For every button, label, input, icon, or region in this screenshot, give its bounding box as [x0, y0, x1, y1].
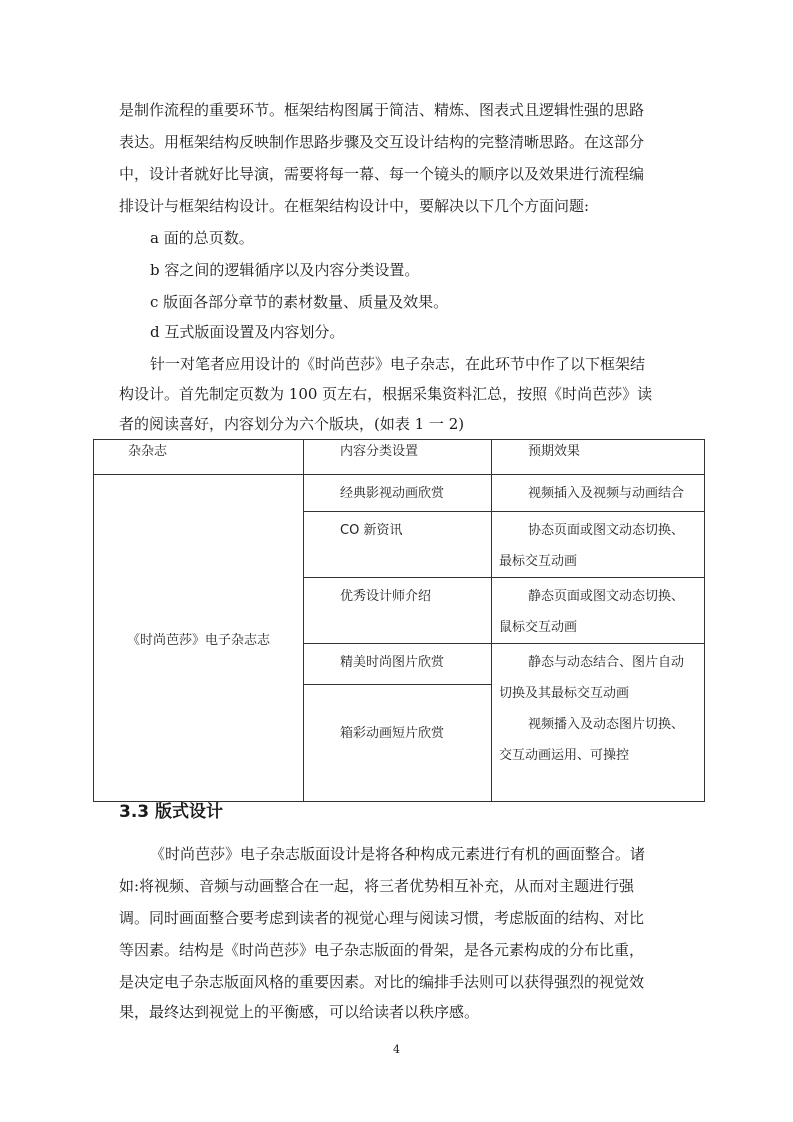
effect-line: 最标交互动画 — [499, 554, 578, 569]
list-item-a: a 面的总页数。 — [150, 229, 254, 247]
magazine-name-cell — [94, 475, 304, 802]
header-magazine: 杂杂志 — [94, 440, 304, 475]
effect-cell — [492, 644, 705, 802]
intro-line-1: 是制作流程的重要环节。框架结构图属于简洁、精炼、图表式且逻辑性强的思路 — [119, 101, 645, 119]
category-cell: 经典影视动画欣赏 — [304, 475, 492, 512]
list-item-c: c 版面各部分章节的素材数量、质量及效果。 — [150, 293, 449, 311]
category-cell: 箱彩动画短片欣赏 — [304, 685, 492, 802]
para2-line-1: 针一对笔者应用设计的《时尚芭莎》电子杂志，在此环节中作了以下框架结 — [150, 355, 646, 373]
effect-cell: 视频插入及视频与动画结合 — [492, 475, 705, 512]
list-item-d: d 互式版面设置及内容划分。 — [150, 323, 345, 341]
section-heading: 3.3 版式设计 — [119, 802, 224, 822]
page-number: 4 — [393, 1043, 400, 1056]
effect-line: 协态页面或图文动态切换、 — [528, 523, 685, 538]
list-item-b: b 容之间的逻辑循序以及内容分类设置。 — [150, 261, 420, 279]
intro-line-4: 排设计与框架结构设计。在框架结构设计中，要解决以下几个方面问题: — [119, 197, 590, 215]
effect-line: 切换及其最标交互动画 — [499, 686, 630, 701]
effect-cell — [492, 512, 705, 578]
effect-line: 静态与动态结合、图片自动 — [528, 655, 685, 670]
effect-cell — [492, 578, 705, 644]
intro-line-2: 表达。用框架结构反映制作思路步骤及交互设计结构的完整清晰思路。在这部分 — [119, 133, 645, 151]
category-cell: 精美时尚图片欣赏 — [304, 644, 492, 685]
effect-line: 静态页面或图文动态切换、 — [528, 589, 685, 604]
para2-line-2: 构设计。首先制定页数为 100 页左右，根据采集资料汇总，按照《时尚芭莎》读 — [119, 385, 653, 403]
header-effect: 预期效果 — [492, 440, 705, 475]
para3-line-6: 果，最终达到视觉上的平衡感，可以给读者以秩序感。 — [119, 1003, 480, 1021]
category-cell: 优秀设计师介绍 — [304, 578, 492, 644]
para2-line-3: 者的阅读喜好，内容划分为六个版块，(如表 1 一 2) — [119, 415, 465, 433]
category-cell: CO 新资讯 — [304, 512, 492, 578]
effect-line: 视频播入及动态图片切换、 — [528, 717, 685, 732]
effect-line: 交互动画运用、可操控 — [499, 748, 630, 763]
table-row — [94, 475, 705, 512]
para3-line-4: 等因素。结构是《时尚芭莎》电子杂志版面的骨架，是各元素构成的分布比重， — [119, 941, 645, 959]
para3-line-1: 《时尚芭莎》电子杂志版面设计是将各种构成元素进行有机的画面整合。诸 — [150, 845, 646, 863]
framework-table — [93, 439, 705, 802]
header-category: 内容分类设置 — [304, 440, 492, 475]
table-header-row — [94, 440, 705, 475]
para3-line-3: 调。同时画面整合要考虑到读者的视觉心理与阅读习惯，考虑版面的结构、对比 — [119, 909, 645, 927]
intro-line-3: 中，设计者就好比导演，需要将每一幕、每一个镜头的顺序以及效果进行流程编 — [119, 165, 645, 183]
effect-line: 鼠标交互动画 — [499, 620, 578, 635]
para3-line-2: 如:将视频、音频与动画整合在一起，将三者优势相互补充，从而对主题进行强 — [119, 877, 635, 895]
magazine-name: 《时尚芭莎》电子杂志志 — [126, 632, 270, 648]
para3-line-5: 是决定电子杂志版面风格的重要因素。对比的编排手法则可以获得强烈的视觉效 — [119, 973, 645, 991]
